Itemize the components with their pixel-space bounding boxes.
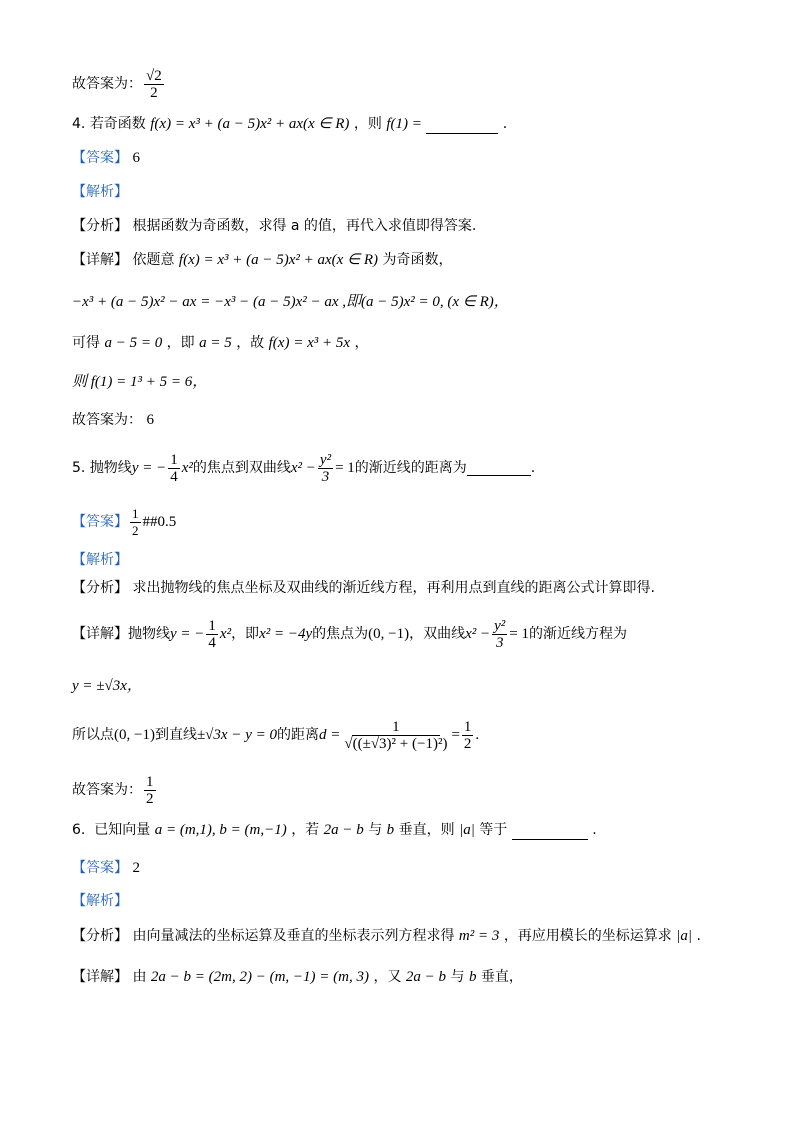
fraction <box>144 774 156 807</box>
detail-text: ，又 <box>373 969 402 985</box>
question-number: 4. <box>72 116 86 132</box>
analysis-tag: 【解析】 <box>72 552 128 568</box>
final-answer-line <box>72 410 154 430</box>
math-expression: x² <box>181 460 193 476</box>
detail-text: 与 <box>450 969 465 985</box>
question-4 <box>72 114 507 134</box>
math-expression: = 1 <box>509 626 529 642</box>
detail-text: 所以点 <box>72 727 114 743</box>
fraction-numerator: y² <box>494 617 506 634</box>
fenxi-tag: 【分析】 <box>72 928 128 944</box>
detail-text: 的渐近线方程为 <box>528 626 627 642</box>
question-text: 的焦点到双曲线 <box>192 460 291 476</box>
math-expression: . <box>475 727 480 743</box>
fraction-denominator: 2 <box>146 790 154 807</box>
fraction <box>206 618 218 651</box>
math-expression: x² = −4y <box>259 626 313 642</box>
math-expression: ±√3x − y = 0 <box>196 727 277 743</box>
fenxi-tag: 【分析】 <box>72 218 128 234</box>
math-expression: x² − <box>465 626 491 642</box>
fenxi-line <box>72 216 476 236</box>
detail-line <box>72 614 627 654</box>
math-expression: (0, −1) <box>368 626 410 642</box>
answer-value: 2 <box>132 860 140 876</box>
fraction <box>318 452 333 485</box>
math-expression: f(x) = x³ + (a − 5)x² + ax(x ∈ R) <box>150 116 350 132</box>
math-expression: x² <box>219 626 232 642</box>
math-expression: m² = 3 <box>458 928 500 944</box>
fraction <box>492 618 507 651</box>
detail-line: y = ±√3x， <box>72 678 142 694</box>
answer-line <box>72 858 140 878</box>
answer-label: 故答案为： <box>72 782 142 798</box>
fraction-denominator: 3 <box>495 634 504 651</box>
math-expression: d = <box>318 727 341 743</box>
fenxi-tag: 【分析】 <box>72 580 128 596</box>
math-expression: y = − <box>131 460 167 476</box>
question-text: 已知向量 <box>94 822 151 838</box>
detail-text: ，即 <box>166 335 195 351</box>
detail-line <box>72 967 523 987</box>
answer-blank <box>426 119 498 134</box>
math-expression: f(1) = <box>386 116 422 132</box>
math-expression: b <box>386 822 395 838</box>
question-6 <box>72 820 597 840</box>
analysis-line <box>72 891 128 911</box>
math-expression: |a| <box>459 822 475 838</box>
answer-tag: 【答案】 <box>72 514 128 530</box>
detail-text: ，故 <box>236 335 265 351</box>
fenxi-line <box>72 926 701 946</box>
fraction-numerator: 1 <box>170 451 178 468</box>
detail-text: ，即 <box>231 626 260 642</box>
detail-tag: 【详解】 <box>72 252 128 268</box>
prev-answer-line <box>72 66 166 102</box>
math-expression: a = (m,1), b = (m,−1) <box>154 822 287 838</box>
fraction-denominator: 2 <box>150 84 158 101</box>
detail-line <box>72 250 453 270</box>
detail-text: ，双曲线 <box>409 626 466 642</box>
fraction <box>130 506 141 539</box>
math-expression: = 1 <box>335 460 355 476</box>
math-expression: |a| <box>676 928 693 944</box>
math-expression: 2a − b <box>323 822 364 838</box>
question-number: 6. <box>72 822 86 838</box>
detail-text: ， <box>354 335 369 351</box>
math-expression: f(x) = x³ + 5x <box>268 335 351 351</box>
detail-text: 的距离 <box>276 727 319 743</box>
fraction-denominator: √((±√3)² + (−1)²) <box>344 735 448 752</box>
analysis-tag: 【解析】 <box>72 893 128 909</box>
fraction-numerator: 1 <box>352 719 440 736</box>
answer-value: 6 <box>146 412 154 428</box>
detail-line <box>72 712 479 758</box>
math-expression: a − 5 = 0 <box>104 335 163 351</box>
fenxi-text: 根据函数为奇函数，求得 a 的值，再代入求值即得答案. <box>132 218 477 234</box>
fraction <box>144 68 164 101</box>
answer-tag: 【答案】 <box>72 150 128 166</box>
detail-line: −x³ + (a − 5)x² − ax = −x³ − (a − 5)x² − ax ,即(a − 5)x² = 0, (x ∈ R)， <box>72 294 509 310</box>
answer-label: 故答案为： <box>72 412 142 428</box>
question-text: . <box>530 460 536 476</box>
fenxi-text: 由向量减法的坐标运算及垂直的坐标表示列方程求得 <box>132 928 455 944</box>
fraction-denominator: 4 <box>170 468 178 485</box>
detail-text: 的焦点为 <box>312 626 369 642</box>
question-text: 与 <box>368 822 383 838</box>
detail-text: 到直线 <box>154 727 197 743</box>
detail-text: 依题意 <box>132 252 175 268</box>
answer-tag: 【答案】 <box>72 860 128 876</box>
question-number: 5. <box>72 460 86 476</box>
answer-value: ##0.5 <box>142 514 177 530</box>
fraction-numerator: y² <box>319 451 332 468</box>
analysis-line <box>72 182 128 202</box>
question-text: 抛物线 <box>89 460 132 476</box>
question-text: 等于 <box>479 822 508 838</box>
answer-label: 故答案为： <box>72 76 142 92</box>
fraction-numerator: 1 <box>208 617 216 634</box>
fenxi-line <box>72 578 655 598</box>
answer-value: 6 <box>132 150 140 166</box>
analysis-line <box>72 550 128 570</box>
math-expression: 2a − b = (2m, 2) − (m, −1) = (m, 3) <box>150 969 369 985</box>
math-expression: 2a − b <box>405 969 447 985</box>
question-5 <box>72 448 535 488</box>
fraction-numerator: √2 <box>146 67 162 84</box>
detail-tag: 【详解】 <box>72 626 128 642</box>
fenxi-text: ，再应用模长的坐标运算求 <box>503 928 672 944</box>
detail-text: 可得 <box>72 335 100 351</box>
analysis-tag: 【解析】 <box>72 184 128 200</box>
math-expression: x² − <box>290 460 316 476</box>
answer-blank <box>467 461 531 476</box>
math-expression: (0, −1) <box>114 727 155 743</box>
math-expression: f(x) = x³ + (a − 5)x² + ax(x ∈ R) <box>178 252 379 268</box>
fraction <box>462 719 474 752</box>
detail-text: 抛物线 <box>128 626 170 642</box>
answer-blank <box>512 825 588 840</box>
math-expression: = <box>451 727 460 743</box>
question-text: 若奇函数 <box>89 116 146 132</box>
answer-line <box>72 506 176 538</box>
math-expression: y = − <box>170 626 205 642</box>
fraction-numerator: 1 <box>463 718 472 735</box>
fraction-denominator: 2 <box>132 522 139 538</box>
question-text: ，则 <box>353 116 382 132</box>
fraction-numerator: 1 <box>132 505 139 521</box>
detail-text: 垂直， <box>480 969 523 985</box>
fraction-denominator: 2 <box>463 735 472 752</box>
question-text: ，若 <box>291 822 320 838</box>
math-expression: a = 5 <box>199 335 232 351</box>
fraction-denominator: 4 <box>208 634 216 651</box>
final-answer-line <box>72 774 158 806</box>
answer-line <box>72 148 140 168</box>
question-text: . <box>592 822 597 838</box>
detail-line <box>72 333 368 353</box>
math-expression: b <box>468 969 477 985</box>
fraction-denominator: 3 <box>321 468 330 485</box>
detail-text: 为奇函数， <box>382 252 453 268</box>
question-text: . <box>502 116 508 132</box>
detail-line: 则 f(1) = 1³ + 5 = 6， <box>72 374 208 390</box>
fraction <box>342 719 449 752</box>
fenxi-text: . <box>696 928 701 944</box>
fraction-numerator: 1 <box>146 773 154 790</box>
fenxi-text: 求出抛物线的焦点坐标及双曲线的渐近线方程，再利用点到直线的距离公式计算即得. <box>132 580 655 596</box>
detail-text: 由 <box>132 969 147 985</box>
question-text: 垂直，则 <box>398 822 455 838</box>
fraction <box>168 452 180 485</box>
question-text: 的渐近线的距离为 <box>354 460 467 476</box>
detail-tag: 【详解】 <box>72 969 128 985</box>
